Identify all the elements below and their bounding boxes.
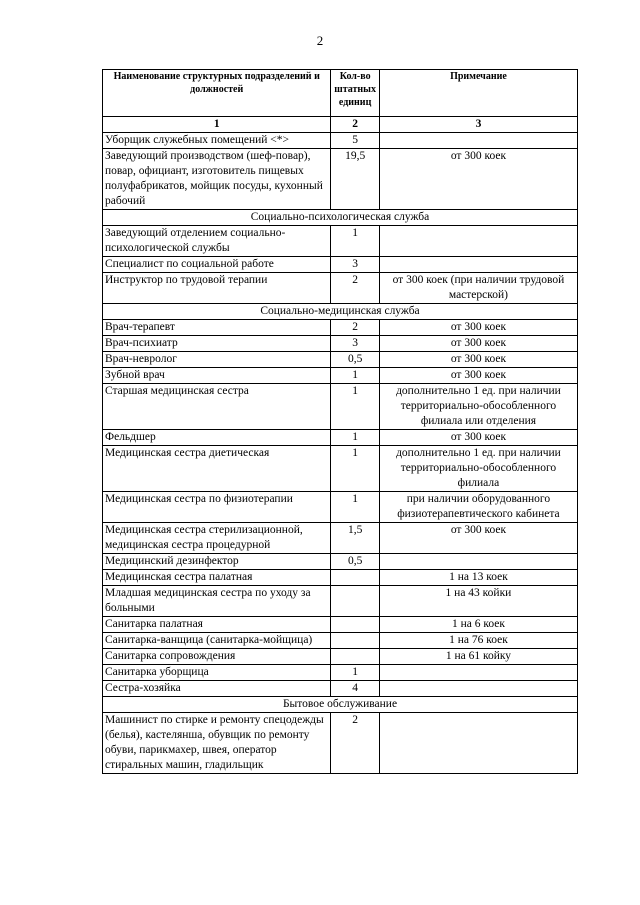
table-row — [103, 149, 578, 210]
table-row — [103, 617, 578, 633]
section-title: Социально-психологическая служба — [103, 210, 578, 226]
staff-count: 0,5 — [331, 554, 380, 570]
section-row — [103, 304, 578, 320]
row-note: 1 на 6 коек — [379, 617, 577, 633]
row-note — [379, 713, 577, 774]
table-row — [103, 665, 578, 681]
row-note: 1 на 76 коек — [379, 633, 577, 649]
position-name: Санитарка палатная — [103, 617, 331, 633]
table-row — [103, 649, 578, 665]
row-note — [379, 133, 577, 149]
table-row — [103, 681, 578, 697]
row-note — [379, 257, 577, 273]
table-row — [103, 320, 578, 336]
row-note — [379, 226, 577, 257]
staff-count: 1 — [331, 226, 380, 257]
table-row — [103, 633, 578, 649]
column-number: 1 — [103, 117, 331, 133]
position-name: Уборщик служебных помещений <*> — [103, 133, 331, 149]
position-name: Врач-терапевт — [103, 320, 331, 336]
column-number-row — [103, 117, 578, 133]
column-number: 3 — [379, 117, 577, 133]
staff-count: 1 — [331, 446, 380, 492]
row-note: дополнительно 1 ед. при наличии территориально-обособленного филиала или отделения — [379, 384, 577, 430]
table-row — [103, 226, 578, 257]
position-name: Заведующий производством (шеф-повар), повар, официант, изготовитель пищевых полуфабрикатов, мойщик посуды, кухонный рабочий — [103, 149, 331, 210]
staff-count: 2 — [331, 273, 380, 304]
section-title: Бытовое обслуживание — [103, 697, 578, 713]
column-number: 2 — [331, 117, 380, 133]
row-note: от 300 коек — [379, 368, 577, 384]
staff-count: 2 — [331, 713, 380, 774]
row-note: от 300 коек — [379, 149, 577, 210]
row-note: от 300 коек — [379, 523, 577, 554]
staff-count — [331, 570, 380, 586]
position-name: Санитарка уборщица — [103, 665, 331, 681]
position-name: Машинист по стирке и ремонту спецодежды (белья), кастелянша, обувщик по ремонту обуви, парикмахер, швея, оператор стиральных машин, гладильщик — [103, 713, 331, 774]
position-name: Специалист по социальной работе — [103, 257, 331, 273]
table-row — [103, 384, 578, 430]
staff-count: 2 — [331, 320, 380, 336]
section-row — [103, 210, 578, 226]
table-row — [103, 352, 578, 368]
table-row — [103, 257, 578, 273]
position-name: Медицинская сестра диетическая — [103, 446, 331, 492]
table-row — [103, 713, 578, 774]
table-row — [103, 446, 578, 492]
staff-count: 1 — [331, 368, 380, 384]
row-note: от 300 коек — [379, 430, 577, 446]
row-note: от 300 коек (при наличии трудовой мастерской) — [379, 273, 577, 304]
row-note: 1 на 61 койку — [379, 649, 577, 665]
row-note — [379, 554, 577, 570]
row-note: при наличии оборудованного физиотерапевтического кабинета — [379, 492, 577, 523]
staff-count: 1 — [331, 430, 380, 446]
staff-count: 1,5 — [331, 523, 380, 554]
staff-table — [102, 69, 578, 774]
row-note — [379, 665, 577, 681]
table-row — [103, 523, 578, 554]
position-name: Младшая медицинская сестра по уходу за больными — [103, 586, 331, 617]
table-row — [103, 273, 578, 304]
staff-count: 0,5 — [331, 352, 380, 368]
header-count: Кол-во штатных единиц — [331, 70, 380, 117]
staff-count: 3 — [331, 336, 380, 352]
position-name: Врач-психиатр — [103, 336, 331, 352]
staff-count — [331, 649, 380, 665]
row-note: 1 на 43 койки — [379, 586, 577, 617]
staff-count: 1 — [331, 665, 380, 681]
table-row — [103, 368, 578, 384]
table-row — [103, 492, 578, 523]
page-number: 2 — [316, 33, 324, 48]
position-name: Зубной врач — [103, 368, 331, 384]
position-name: Медицинская сестра по физиотерапии — [103, 492, 331, 523]
position-name: Старшая медицинская сестра — [103, 384, 331, 430]
row-note: от 300 коек — [379, 320, 577, 336]
position-name: Санитарка сопровождения — [103, 649, 331, 665]
row-note: 1 на 13 коек — [379, 570, 577, 586]
staff-count: 1 — [331, 492, 380, 523]
staff-count — [331, 617, 380, 633]
header-note: Примечание — [379, 70, 577, 117]
table-header-row — [103, 70, 578, 117]
table-row — [103, 430, 578, 446]
staff-count: 3 — [331, 257, 380, 273]
section-title: Социально-медицинская служба — [103, 304, 578, 320]
section-row — [103, 697, 578, 713]
table-row — [103, 336, 578, 352]
position-name: Врач-невролог — [103, 352, 331, 368]
table-row — [103, 133, 578, 149]
position-name: Фельдшер — [103, 430, 331, 446]
table-row — [103, 554, 578, 570]
row-note: от 300 коек — [379, 336, 577, 352]
staff-count: 5 — [331, 133, 380, 149]
staff-count: 19,5 — [331, 149, 380, 210]
position-name: Санитарка-ванщица (санитарка-мойщица) — [103, 633, 331, 649]
staff-count: 4 — [331, 681, 380, 697]
table-body — [103, 133, 578, 774]
row-note — [379, 681, 577, 697]
position-name: Медицинская сестра стерилизационной, медицинская сестра процедурной — [103, 523, 331, 554]
position-name: Медицинская сестра палатная — [103, 570, 331, 586]
row-note: от 300 коек — [379, 352, 577, 368]
position-name: Медицинский дезинфектор — [103, 554, 331, 570]
row-note: дополнительно 1 ед. при наличии территориально-обособленного филиала — [379, 446, 577, 492]
header-name: Наименование структурных подразделений и должностей — [103, 70, 331, 117]
position-name: Инструктор по трудовой терапии — [103, 273, 331, 304]
staff-count — [331, 586, 380, 617]
table-row — [103, 570, 578, 586]
position-name: Заведующий отделением социально-психологической службы — [103, 226, 331, 257]
position-name: Сестра-хозяйка — [103, 681, 331, 697]
staff-count: 1 — [331, 384, 380, 430]
table-row — [103, 586, 578, 617]
staff-count — [331, 633, 380, 649]
